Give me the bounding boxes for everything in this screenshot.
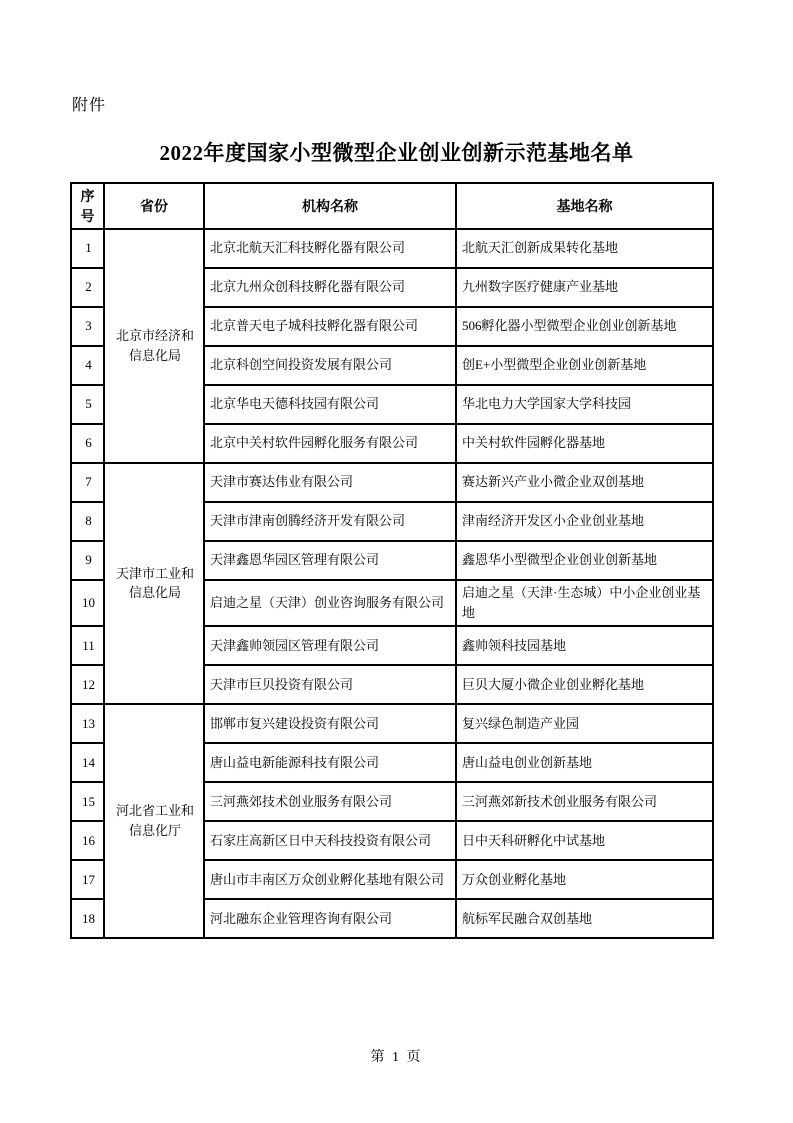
row-index-cell: 1 — [71, 229, 104, 268]
organization-cell: 天津鑫恩华园区管理有限公司 — [204, 541, 456, 580]
organization-cell: 北京九州众创科技孵化器有限公司 — [204, 268, 456, 307]
row-index-cell: 16 — [71, 821, 104, 860]
organization-cell: 启迪之星（天津）创业咨询服务有限公司 — [204, 580, 456, 626]
base-name-cell: 三河燕郊新技术创业服务有限公司 — [456, 782, 713, 821]
organization-cell: 河北融东企业管理咨询有限公司 — [204, 899, 456, 938]
base-name-cell: 唐山益电创业创新基地 — [456, 743, 713, 782]
organization-cell: 唐山益电新能源科技有限公司 — [204, 743, 456, 782]
organization-cell: 石家庄高新区日中天科技投资有限公司 — [204, 821, 456, 860]
province-label: 北京市经济和信息化局 — [115, 328, 194, 363]
row-index-cell: 18 — [71, 899, 104, 938]
base-name-cell: 启迪之星（天津·生态城）中小企业创业基地 — [456, 580, 713, 626]
organization-cell: 天津市赛达伟业有限公司 — [204, 463, 456, 502]
page-footer: 第 1 页 — [370, 1050, 423, 1065]
row-index-cell: 7 — [71, 463, 104, 502]
base-name-cell: 华北电力大学国家大学科技园 — [456, 385, 713, 424]
row-index-cell: 11 — [71, 626, 104, 665]
table-row — [71, 704, 713, 743]
row-index-cell: 13 — [71, 704, 104, 743]
row-index-cell: 10 — [71, 580, 104, 626]
row-index-cell: 17 — [71, 860, 104, 899]
table-row — [71, 229, 713, 268]
attachment-label: 附件 — [72, 97, 107, 114]
base-name-cell: 九州数字医疗健康产业基地 — [456, 268, 713, 307]
organization-cell: 天津市巨贝投资有限公司 — [204, 665, 456, 704]
table-body — [71, 229, 713, 938]
organization-cell: 天津鑫帅领园区管理有限公司 — [204, 626, 456, 665]
page-title: 2022年度国家小型微型企业创业创新示范基地名单 — [159, 141, 634, 165]
province-cell — [104, 229, 204, 463]
organization-cell: 邯郸市复兴建设投资有限公司 — [204, 704, 456, 743]
base-name-cell: 万众创业孵化基地 — [456, 860, 713, 899]
province-cell — [104, 704, 204, 938]
base-name-cell: 日中天科研孵化中试基地 — [456, 821, 713, 860]
base-name-cell: 津南经济开发区小企业创业基地 — [456, 502, 713, 541]
row-index-cell: 5 — [71, 385, 104, 424]
organization-cell: 北京科创空间投资发展有限公司 — [204, 346, 456, 385]
province-label: 天津市工业和信息化局 — [115, 565, 194, 601]
row-index-cell: 3 — [71, 307, 104, 346]
organization-cell: 北京华电天德科技园有限公司 — [204, 385, 456, 424]
base-name-cell: 鑫恩华小型微型企业创业创新基地 — [456, 541, 713, 580]
row-index-cell: 4 — [71, 346, 104, 385]
base-list-table — [70, 182, 714, 939]
base-name-cell: 鑫帅领科技园基地 — [456, 626, 713, 665]
row-index-cell: 2 — [71, 268, 104, 307]
base-name-cell: 中关村软件园孵化器基地 — [456, 424, 713, 463]
table-row — [71, 463, 713, 502]
table-header-row — [71, 183, 713, 229]
base-name-cell: 506孵化器小型微型企业创业创新基地 — [456, 307, 713, 346]
organization-cell: 三河燕郊技术创业服务有限公司 — [204, 782, 456, 821]
col-header-index: 序号 — [71, 183, 104, 229]
base-name-cell: 赛达新兴产业小微企业双创基地 — [456, 463, 713, 502]
row-index-cell: 15 — [71, 782, 104, 821]
base-name-cell: 创E+小型微型企业创业创新基地 — [456, 346, 713, 385]
row-index-cell: 8 — [71, 502, 104, 541]
base-name-cell: 巨贝大厦小微企业创业孵化基地 — [456, 665, 713, 704]
organization-cell: 唐山市丰南区万众创业孵化基地有限公司 — [204, 860, 456, 899]
organization-cell: 天津市津南创腾经济开发有限公司 — [204, 502, 456, 541]
base-name-cell: 复兴绿色制造产业园 — [456, 704, 713, 743]
row-index-cell: 6 — [71, 424, 104, 463]
col-header-province: 省份 — [104, 183, 204, 229]
organization-cell: 北京中关村软件园孵化服务有限公司 — [204, 424, 456, 463]
organization-cell: 北京北航天汇科技孵化器有限公司 — [204, 229, 456, 268]
province-label: 河北省工业和信息化厅 — [115, 803, 194, 838]
col-header-base: 基地名称 — [456, 183, 713, 229]
col-header-organization: 机构名称 — [204, 183, 456, 229]
base-name-cell: 航标军民融合双创基地 — [456, 899, 713, 938]
base-name-cell: 北航天汇创新成果转化基地 — [456, 229, 713, 268]
row-index-cell: 9 — [71, 541, 104, 580]
row-index-cell: 12 — [71, 665, 104, 704]
organization-cell: 北京普天电子城科技孵化器有限公司 — [204, 307, 456, 346]
province-cell — [104, 463, 204, 704]
row-index-cell: 14 — [71, 743, 104, 782]
